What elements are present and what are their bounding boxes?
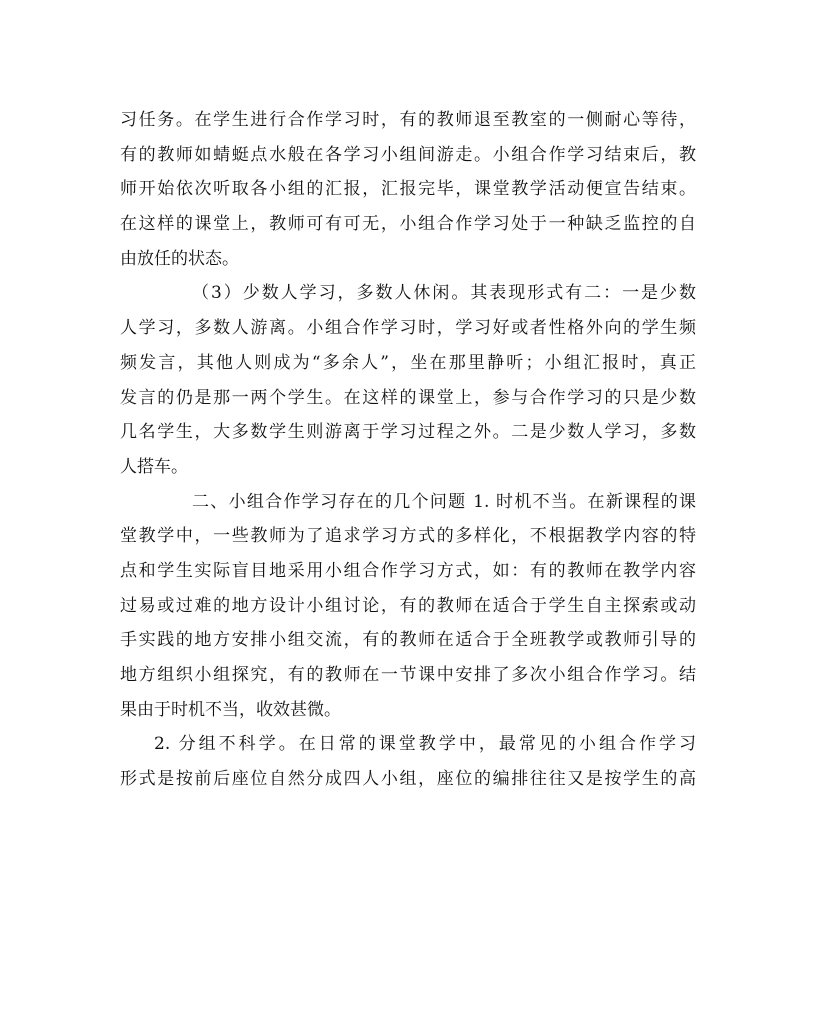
text-line: 形式是按前后座位自然分成四人小组，座位的编排往往又是按学生的高 — [120, 769, 696, 790]
text-line: 地方组织小组探究，有的教师在一节课中安排了多次小组合作学习。结 — [120, 665, 696, 685]
text-line: 有的教师如蜻蜓点水般在各学习小组间游走。小组合作学习结束后，教 — [120, 144, 696, 165]
text-line: 堂教学中，一些教师为了追求学习方式的多样化，不根据教学内容的特 — [120, 526, 696, 547]
text-line: 频发言，其他人则成为“多余人”，坐在那里静听；小组汇报时，真正 — [120, 352, 696, 373]
text-line: 二、小组合作学习存在的几个问题 1. 时机不当。在新课程的课 — [192, 491, 696, 512]
text-line: 几名学生，大多数学生则游离于学习过程之外。二是少数人学习，多数 — [120, 422, 696, 443]
text-line: 师开始依次听取各小组的汇报，汇报完毕，课堂教学活动便宣告结束。 — [120, 179, 696, 200]
text-line: 人搭车。 — [120, 456, 188, 477]
text-line: 在这样的课堂上，教师可有可无，小组合作学习处于一种缺乏监控的自 — [120, 214, 696, 235]
text-line: 习任务。在学生进行合作学习时，有的教师退至教室的一侧耐心等待， — [120, 110, 696, 130]
text-line: （3）少数人学习，多数人休闲。其表现形式有二：一是少数 — [192, 283, 696, 304]
text-line: 发言的仍是那一两个学生。在这样的课堂上，参与合作学习的只是少数 — [120, 387, 696, 408]
text-line: 过易或过难的地方设计小组讨论，有的教师在适合于学生自主探索或动 — [120, 595, 696, 616]
text-line: 点和学生实际盲目地采用小组合作学习方式，如：有的教师在教学内容 — [120, 560, 696, 581]
text-line: 2. 分组不科学。在日常的课堂教学中，最常见的小组合作学习 — [154, 734, 696, 755]
text-line: 由放任的状态。 — [120, 248, 239, 269]
text-line: 果由于时机不当，收效甚微。 — [120, 699, 341, 720]
body-text — [120, 103, 696, 797]
text-line: 人学习，多数人游离。小组合作学习时，学习好或者性格外向的学生频 — [120, 318, 696, 339]
text-line: 手实践的地方安排小组交流，有的教师在适合于全班教学或教师引导的 — [120, 630, 696, 651]
